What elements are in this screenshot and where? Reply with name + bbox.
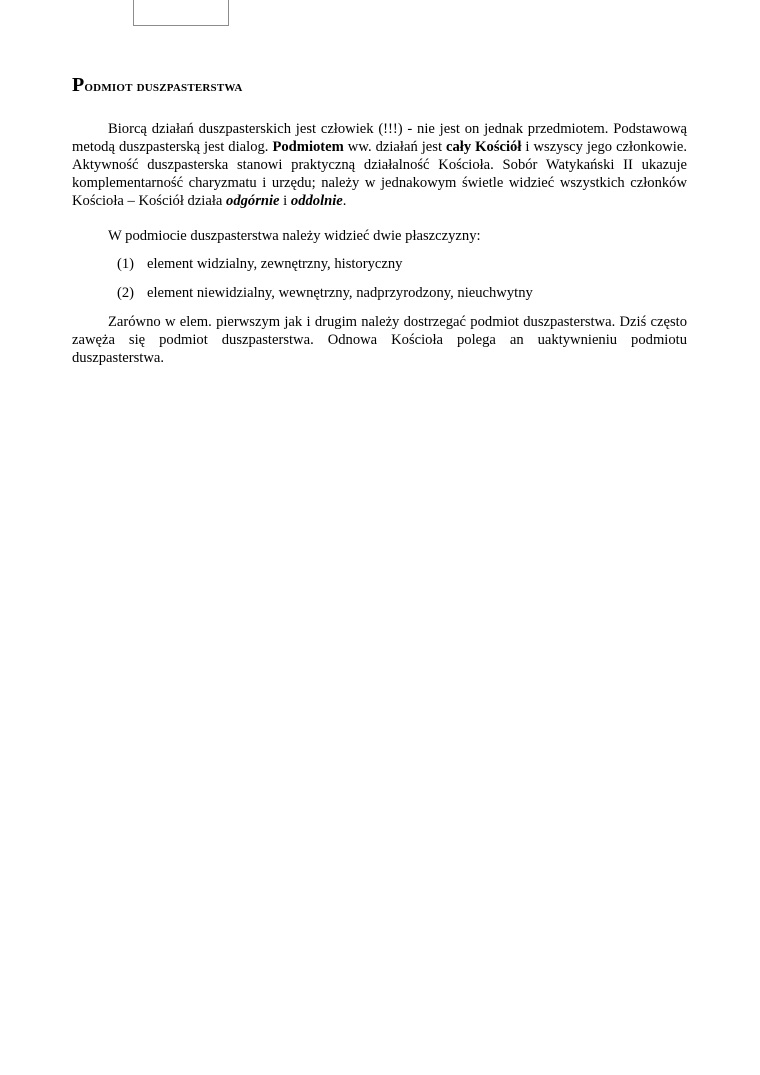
- list-item-text: element niewidzialny, wewnętrzny, nadprzyrodzony, nieuchwytny: [147, 285, 533, 301]
- list-item: [72, 255, 687, 273]
- paragraph-1: [72, 120, 687, 210]
- paragraph-1-text-b: ww. działań jest: [343, 139, 447, 155]
- list-item-text: element widzialny, zewnętrzny, historyczny: [147, 256, 403, 272]
- paragraph-1-text-e: .: [342, 193, 347, 209]
- list-item: [72, 284, 687, 302]
- paragraph-3: Zarówno w elem. pierwszym jak i drugim należy dostrzegać podmiot duszpasterstwa. Dziś często zawęża się podmiot duszpasterstwa. Odnowa Kościoła polega an uaktywnieniu podmiotu duszpasterstwa.: [72, 314, 687, 366]
- paragraph-1-bold-italic-oddolnie: oddolnie: [290, 193, 343, 209]
- list-item-number: (1): [117, 256, 135, 272]
- document-body: [72, 120, 687, 367]
- list-item-number: (2): [117, 285, 135, 301]
- paragraph-1-bold-caly-kosciol: cały Kościół: [446, 139, 522, 155]
- numbered-list: [72, 255, 687, 302]
- section-heading: [72, 74, 243, 98]
- heading-rest: odmiot duszpasterstwa: [84, 79, 243, 95]
- paragraph-1-text-d: i: [279, 193, 291, 209]
- paragraph-1-text-c: i wszyscy jego członkowie. Aktywność duszpasterska stanowi praktyczną działalność Kościoła. Sobór Watykański II ukazuje komplementarność charyzmatu i urzędu; należy w jednakowym świetle widzieć wszystkich członków Kościoła – Kościół działa: [72, 139, 687, 209]
- paragraph-2: W podmiocie duszpasterstwa należy widzieć dwie płaszczyzny:: [108, 228, 481, 244]
- paragraph-1-bold-podmiotem: Podmiotem: [272, 139, 344, 155]
- paragraph-1-text-a: Biorcą działań duszpasterskich jest człowiek (!!!) - nie jest on jednak przedmiotem. Podstawową metodą duszpasterską jest dialog.: [72, 121, 687, 155]
- paragraph-1-bold-italic-odgornie: odgórnie: [226, 193, 280, 209]
- header-frame-box: [133, 0, 229, 26]
- heading-initial: P: [72, 74, 85, 96]
